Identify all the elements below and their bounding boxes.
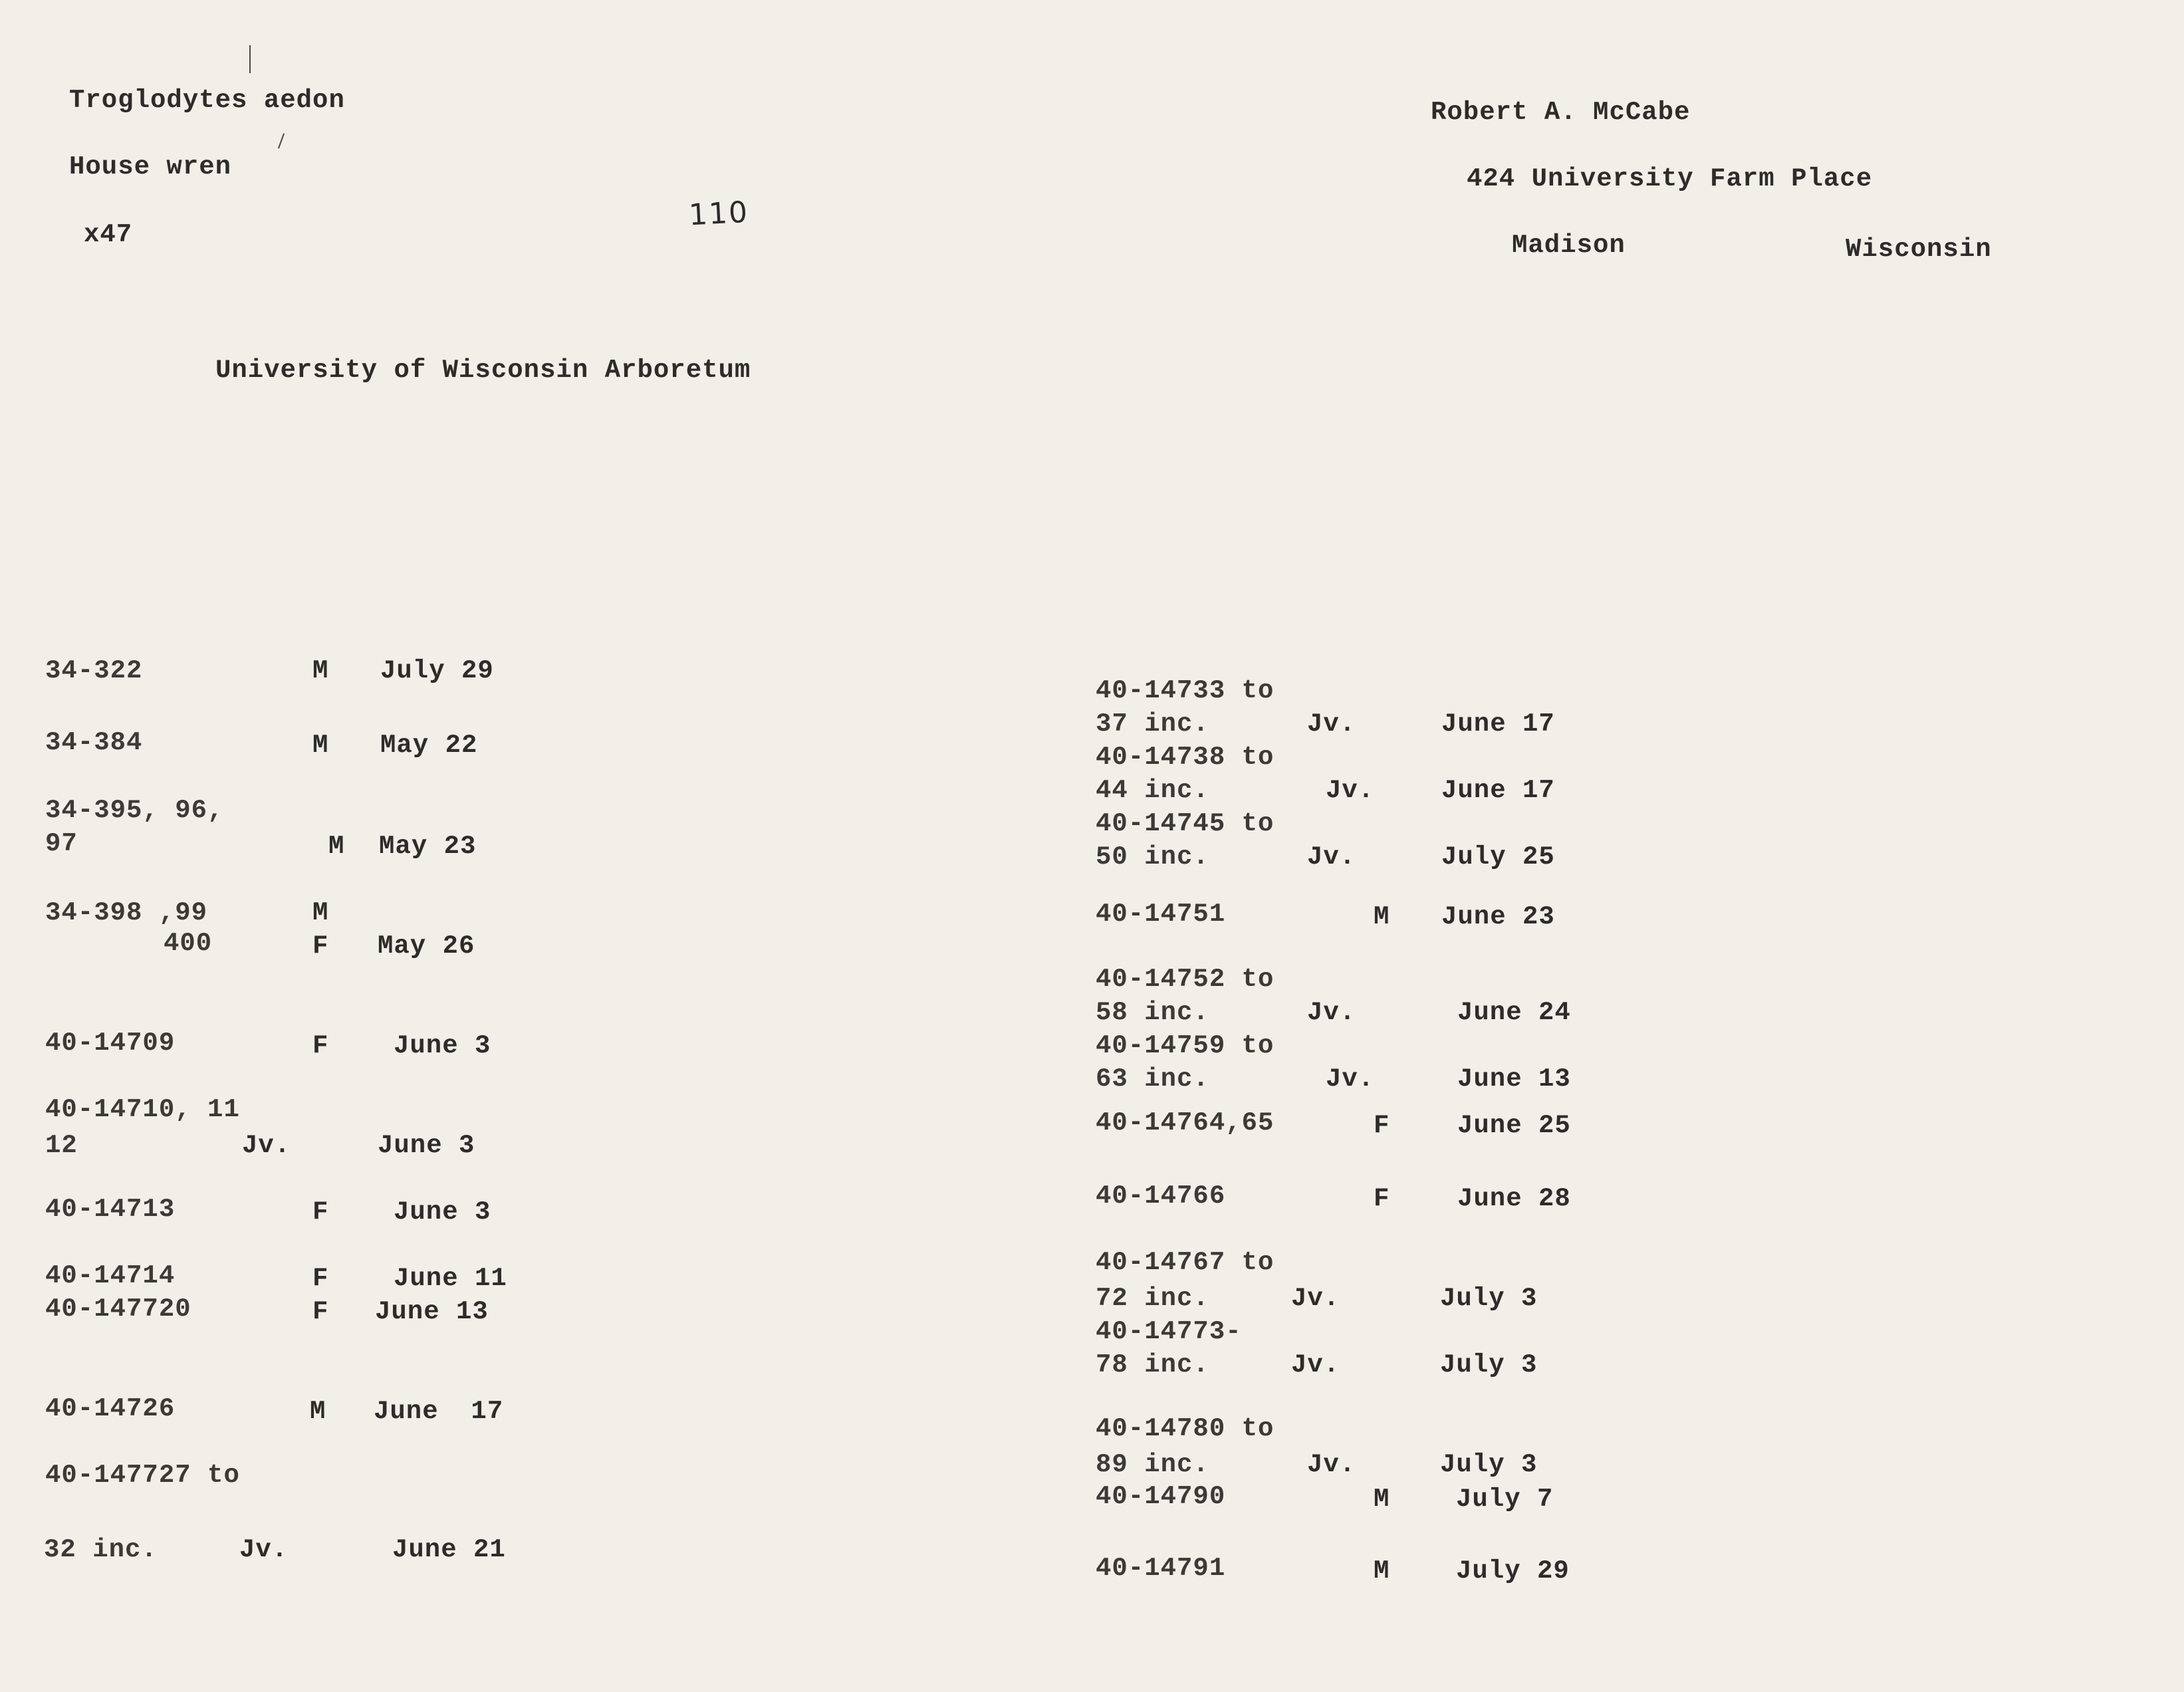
band-number-continued: 78 inc. — [1096, 1350, 1209, 1380]
band-number-continued: 63 inc. — [1096, 1064, 1209, 1094]
band-number: 40-14766 — [1096, 1181, 1226, 1211]
band-date: July 7 — [1456, 1485, 1554, 1514]
species-latin-name: Troglodytes aedon — [69, 86, 345, 115]
band-number: 40-14767 to — [1096, 1248, 1274, 1277]
band-number-continued: 72 inc. — [1096, 1284, 1209, 1313]
sex-code: M — [1374, 1556, 1390, 1586]
band-number-continued: 12 — [45, 1131, 78, 1160]
bander-address: 424 University Farm Place — [1467, 164, 1873, 193]
band-date: June 13 — [375, 1297, 489, 1326]
band-date: June 13 — [1457, 1064, 1571, 1094]
sex-code: M — [1374, 1485, 1390, 1514]
sex-code: Jv. — [1307, 1450, 1356, 1479]
band-date: June 21 — [392, 1535, 506, 1564]
band-number: 34-395, 96, — [45, 796, 224, 825]
band-date: July 3 — [1440, 1350, 1538, 1380]
band-number: 34-398 ,99 — [45, 898, 208, 927]
band-number-continued: 97 — [45, 829, 78, 858]
handwritten-number: 110 — [687, 195, 750, 233]
band-number-continued: 44 inc. — [1096, 776, 1209, 805]
band-date: June 17 — [1441, 776, 1555, 805]
sex-code: Jv. — [1326, 1064, 1375, 1094]
sex-code: Jv. — [1291, 1284, 1340, 1313]
sex-code: F — [1374, 1111, 1390, 1140]
band-number: 40-14780 to — [1096, 1414, 1274, 1443]
band-date: June 28 — [1457, 1184, 1571, 1213]
sex-code: Jv. — [1326, 776, 1375, 805]
band-date: June 25 — [1457, 1111, 1571, 1140]
band-number-continued: 58 inc. — [1096, 998, 1209, 1027]
band-date: June 3 — [394, 1197, 491, 1227]
band-number: 34-322 — [45, 656, 143, 685]
band-date: May 22 — [380, 731, 478, 760]
band-number: 40-14773- — [1096, 1317, 1242, 1346]
band-number-continued: 89 inc. — [1096, 1450, 1209, 1479]
band-number: 40-14752 to — [1096, 965, 1274, 994]
band-date: June 3 — [378, 1131, 475, 1160]
sex-code: F — [312, 1031, 329, 1060]
sex-code: F — [312, 1297, 329, 1326]
band-number: 40-14745 to — [1096, 809, 1274, 838]
sex-code: Jv. — [1307, 998, 1356, 1027]
pen-mark — [249, 45, 251, 73]
sex-code: M — [310, 1397, 326, 1426]
band-number: 40-14764,65 — [1096, 1108, 1274, 1138]
band-number: 40-14710, 11 — [45, 1095, 240, 1124]
band-number: 40-14733 to — [1096, 676, 1274, 705]
band-number-continued: 37 inc. — [1096, 709, 1209, 739]
band-number-continued: 400 — [164, 929, 213, 958]
band-date: July 3 — [1440, 1284, 1538, 1313]
sex-code: Jv. — [1291, 1350, 1340, 1380]
band-number: 40-147727 to — [45, 1461, 240, 1490]
species-common-name: House wren — [69, 152, 232, 181]
sex-code: M — [1374, 902, 1390, 931]
sex-code: Jv. — [242, 1131, 291, 1160]
sex-code: F — [1374, 1184, 1390, 1213]
band-date: July 29 — [1456, 1556, 1570, 1586]
band-date: June 3 — [394, 1031, 491, 1060]
band-date: May 26 — [378, 931, 475, 961]
band-number: 40-147720 — [45, 1294, 191, 1324]
sex-code: M — [328, 832, 345, 861]
band-date: June 24 — [1457, 998, 1571, 1027]
band-date: June 11 — [394, 1264, 507, 1293]
sex-code: F — [312, 1197, 329, 1227]
band-number: 40-14726 — [45, 1394, 176, 1423]
band-number: 40-14790 — [1096, 1482, 1226, 1511]
sex-code: M — [312, 731, 329, 760]
band-number: 40-14713 — [45, 1195, 176, 1224]
pen-mark — [278, 133, 285, 148]
band-date: July 25 — [1441, 842, 1555, 872]
band-date: May 23 — [379, 832, 477, 861]
sex-code: Jv. — [1307, 842, 1356, 872]
band-date: June 17 — [1441, 709, 1555, 739]
band-date: June 17 — [374, 1397, 504, 1426]
band-number: 40-14709 — [45, 1028, 176, 1058]
sex-code: Jv. — [239, 1535, 289, 1564]
band-number: 40-14751 — [1096, 900, 1226, 929]
band-number: 34-384 — [45, 728, 143, 757]
band-number-continued: 50 inc. — [1096, 842, 1209, 872]
band-number: 32 inc. — [44, 1535, 158, 1564]
band-date: July 3 — [1440, 1450, 1538, 1479]
band-number: 40-14738 to — [1096, 743, 1274, 772]
species-code: x47 — [84, 220, 133, 249]
bander-name: Robert A. McCabe — [1431, 98, 1691, 127]
bander-state: Wisconsin — [1846, 235, 1992, 264]
band-date: June 23 — [1441, 902, 1555, 931]
band-date: July 29 — [380, 656, 494, 685]
bander-city: Madison — [1512, 231, 1626, 260]
band-number: 40-14714 — [45, 1261, 176, 1290]
sex-code: M — [312, 656, 329, 685]
band-number: 40-14759 to — [1096, 1031, 1274, 1060]
sex-code: Jv. — [1307, 709, 1356, 739]
sex-code: M — [312, 898, 329, 927]
sex-code: F — [312, 931, 329, 961]
location-name: University of Wisconsin Arboretum — [215, 356, 751, 385]
band-number: 40-14791 — [1096, 1554, 1226, 1583]
sex-code: F — [312, 1264, 329, 1293]
